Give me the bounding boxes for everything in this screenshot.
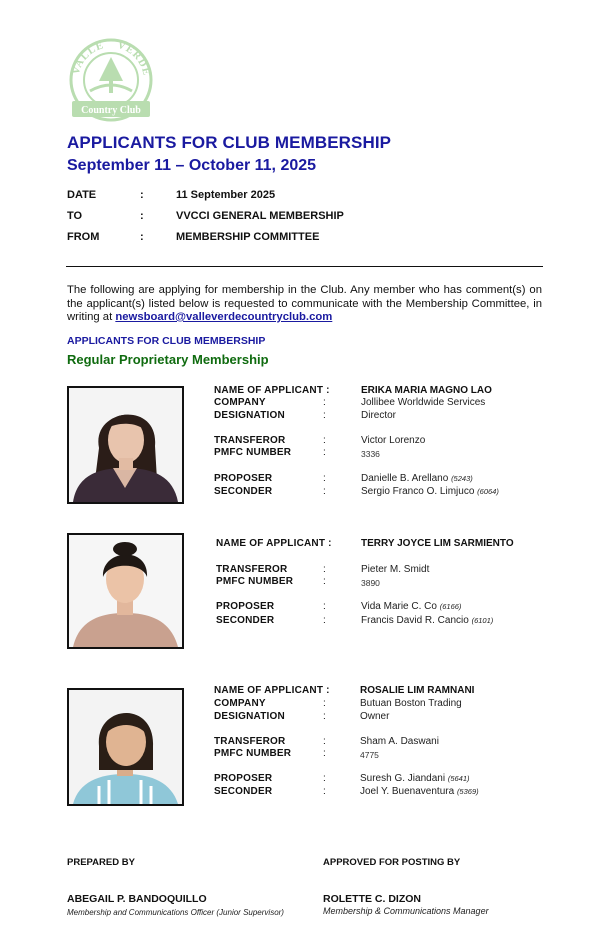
- colon: :: [323, 601, 326, 612]
- label-seconder: SECONDER: [216, 615, 275, 626]
- page-title: APPLICANTS FOR CLUB MEMBERSHIP: [67, 133, 392, 152]
- label-transferor: TRANSFEROR: [214, 736, 286, 747]
- memo-colon: :: [140, 210, 144, 222]
- colon: :: [323, 576, 326, 587]
- label-company: COMPANY: [214, 698, 266, 709]
- valle-verde-logo-icon: [66, 35, 156, 123]
- colon: :: [323, 397, 326, 408]
- logo-banner-text: Country Club: [81, 105, 141, 116]
- intro-text: The following are applying for membership in the Club. Any member who has comment(s) on the applicant(s) listed below is requested to communicate with the Membership Committee, in writing at: [67, 284, 542, 323]
- colon: :: [323, 410, 326, 421]
- approved-by-heading: APPROVED FOR POSTING BY: [323, 857, 461, 868]
- membership-category: Regular Proprietary Membership: [67, 352, 269, 367]
- label-proposer: PROPOSER: [216, 601, 275, 612]
- applicant-photo: [67, 533, 184, 649]
- colon: :: [323, 486, 326, 497]
- prepared-by-name: ABEGAIL P. BANDOQUILLO: [67, 893, 207, 905]
- applicant-designation: Director: [361, 410, 397, 421]
- applicant-name: ERIKA MARIA MAGNO LAO: [361, 385, 492, 396]
- label-designation: DESIGNATION: [214, 410, 285, 421]
- label-designation: DESIGNATION: [214, 711, 285, 722]
- memo-label: FROM: [67, 231, 100, 243]
- prepared-by-title: Membership and Communications Officer (Junior Supervisor): [67, 908, 284, 917]
- applicant-photo: [67, 386, 184, 504]
- colon: :: [323, 615, 326, 626]
- label-transferor: TRANSFEROR: [216, 564, 288, 575]
- applicant-proposer: Danielle B. Arellano (5243): [361, 473, 473, 484]
- applicant-seconder: Sergio Franco O. Limjuco (6064): [361, 486, 499, 497]
- club-logo: [66, 35, 156, 123]
- applicant-proposer: Vida Marie C. Co (6166): [361, 601, 462, 612]
- memo-label: DATE: [67, 189, 97, 201]
- memo-value: MEMBERSHIP COMMITTEE: [176, 231, 320, 243]
- logo-arc-left: VALLE: [70, 40, 106, 76]
- applicant-transferor: Sham A. Daswani: [360, 736, 439, 747]
- prepared-by-heading: PREPARED BY: [67, 857, 135, 868]
- intro-paragraph: [67, 284, 542, 325]
- applicant-proposer: Suresh G. Jiandani (5641): [360, 773, 470, 784]
- applicant-transferor: Pieter M. Smidt: [361, 564, 430, 575]
- colon: :: [323, 736, 326, 747]
- colon: :: [323, 748, 326, 759]
- label-seconder: SECONDER: [214, 486, 273, 497]
- memo-label: TO: [67, 210, 83, 222]
- applicant-seconder: Joel Y. Buenaventura (5369): [360, 786, 479, 797]
- label-name: NAME OF APPLICANT :: [214, 685, 330, 696]
- person-portrait-icon: [69, 535, 182, 647]
- label-pmfc: PMFC NUMBER: [214, 748, 292, 759]
- approved-by-name: ROLETTE C. DIZON: [323, 893, 421, 905]
- colon: :: [323, 711, 326, 722]
- applicant-pmfc: 4775: [360, 750, 379, 760]
- memo-colon: :: [140, 231, 144, 243]
- applicant-designation: Owner: [360, 711, 390, 722]
- memo-value: 11 September 2025: [176, 189, 276, 201]
- applicant-company: Jollibee Worldwide Services: [361, 397, 486, 408]
- applicant-name: ROSALIE LIM RAMNANI: [360, 685, 475, 696]
- logo-arc-right: VERDE: [116, 39, 152, 78]
- colon: :: [323, 786, 326, 797]
- label-proposer: PROPOSER: [214, 773, 273, 784]
- applicant-name: TERRY JOYCE LIM SARMIENTO: [361, 538, 514, 549]
- colon: :: [323, 698, 326, 709]
- applicant-pmfc: 3890: [361, 578, 380, 588]
- email-link[interactable]: newsboard@valleverdecountryclub.com: [115, 311, 333, 323]
- label-transferor: TRANSFEROR: [214, 435, 286, 446]
- label-name: NAME OF APPLICANT :: [216, 538, 332, 549]
- person-portrait-icon: [69, 388, 182, 502]
- applicant-pmfc: 3336: [361, 449, 380, 459]
- colon: :: [323, 564, 326, 575]
- colon: :: [323, 473, 326, 484]
- applicant-seconder: Francis David R. Cancio (6101): [361, 615, 494, 626]
- label-company: COMPANY: [214, 397, 266, 408]
- divider: [66, 266, 543, 267]
- applicant-photo: [67, 688, 184, 806]
- colon: :: [323, 447, 326, 458]
- label-pmfc: PMFC NUMBER: [214, 447, 292, 458]
- applicant-transferor: Victor Lorenzo: [361, 435, 426, 446]
- section-heading: APPLICANTS FOR CLUB MEMBERSHIP: [67, 335, 266, 347]
- approved-by-title: Membership & Communications Manager: [323, 906, 489, 916]
- memo-value: VVCCI GENERAL MEMBERSHIP: [176, 210, 344, 222]
- person-portrait-icon: [69, 690, 182, 804]
- label-name: NAME OF APPLICANT :: [214, 385, 330, 396]
- page-subtitle-dates: September 11 – October 11, 2025: [67, 157, 317, 174]
- colon: :: [323, 773, 326, 784]
- label-seconder: SECONDER: [214, 786, 273, 797]
- applicant-company: Butuan Boston Trading: [360, 698, 462, 709]
- label-proposer: PROPOSER: [214, 473, 273, 484]
- colon: :: [323, 435, 326, 446]
- label-pmfc: PMFC NUMBER: [216, 576, 294, 587]
- memo-colon: :: [140, 189, 144, 201]
